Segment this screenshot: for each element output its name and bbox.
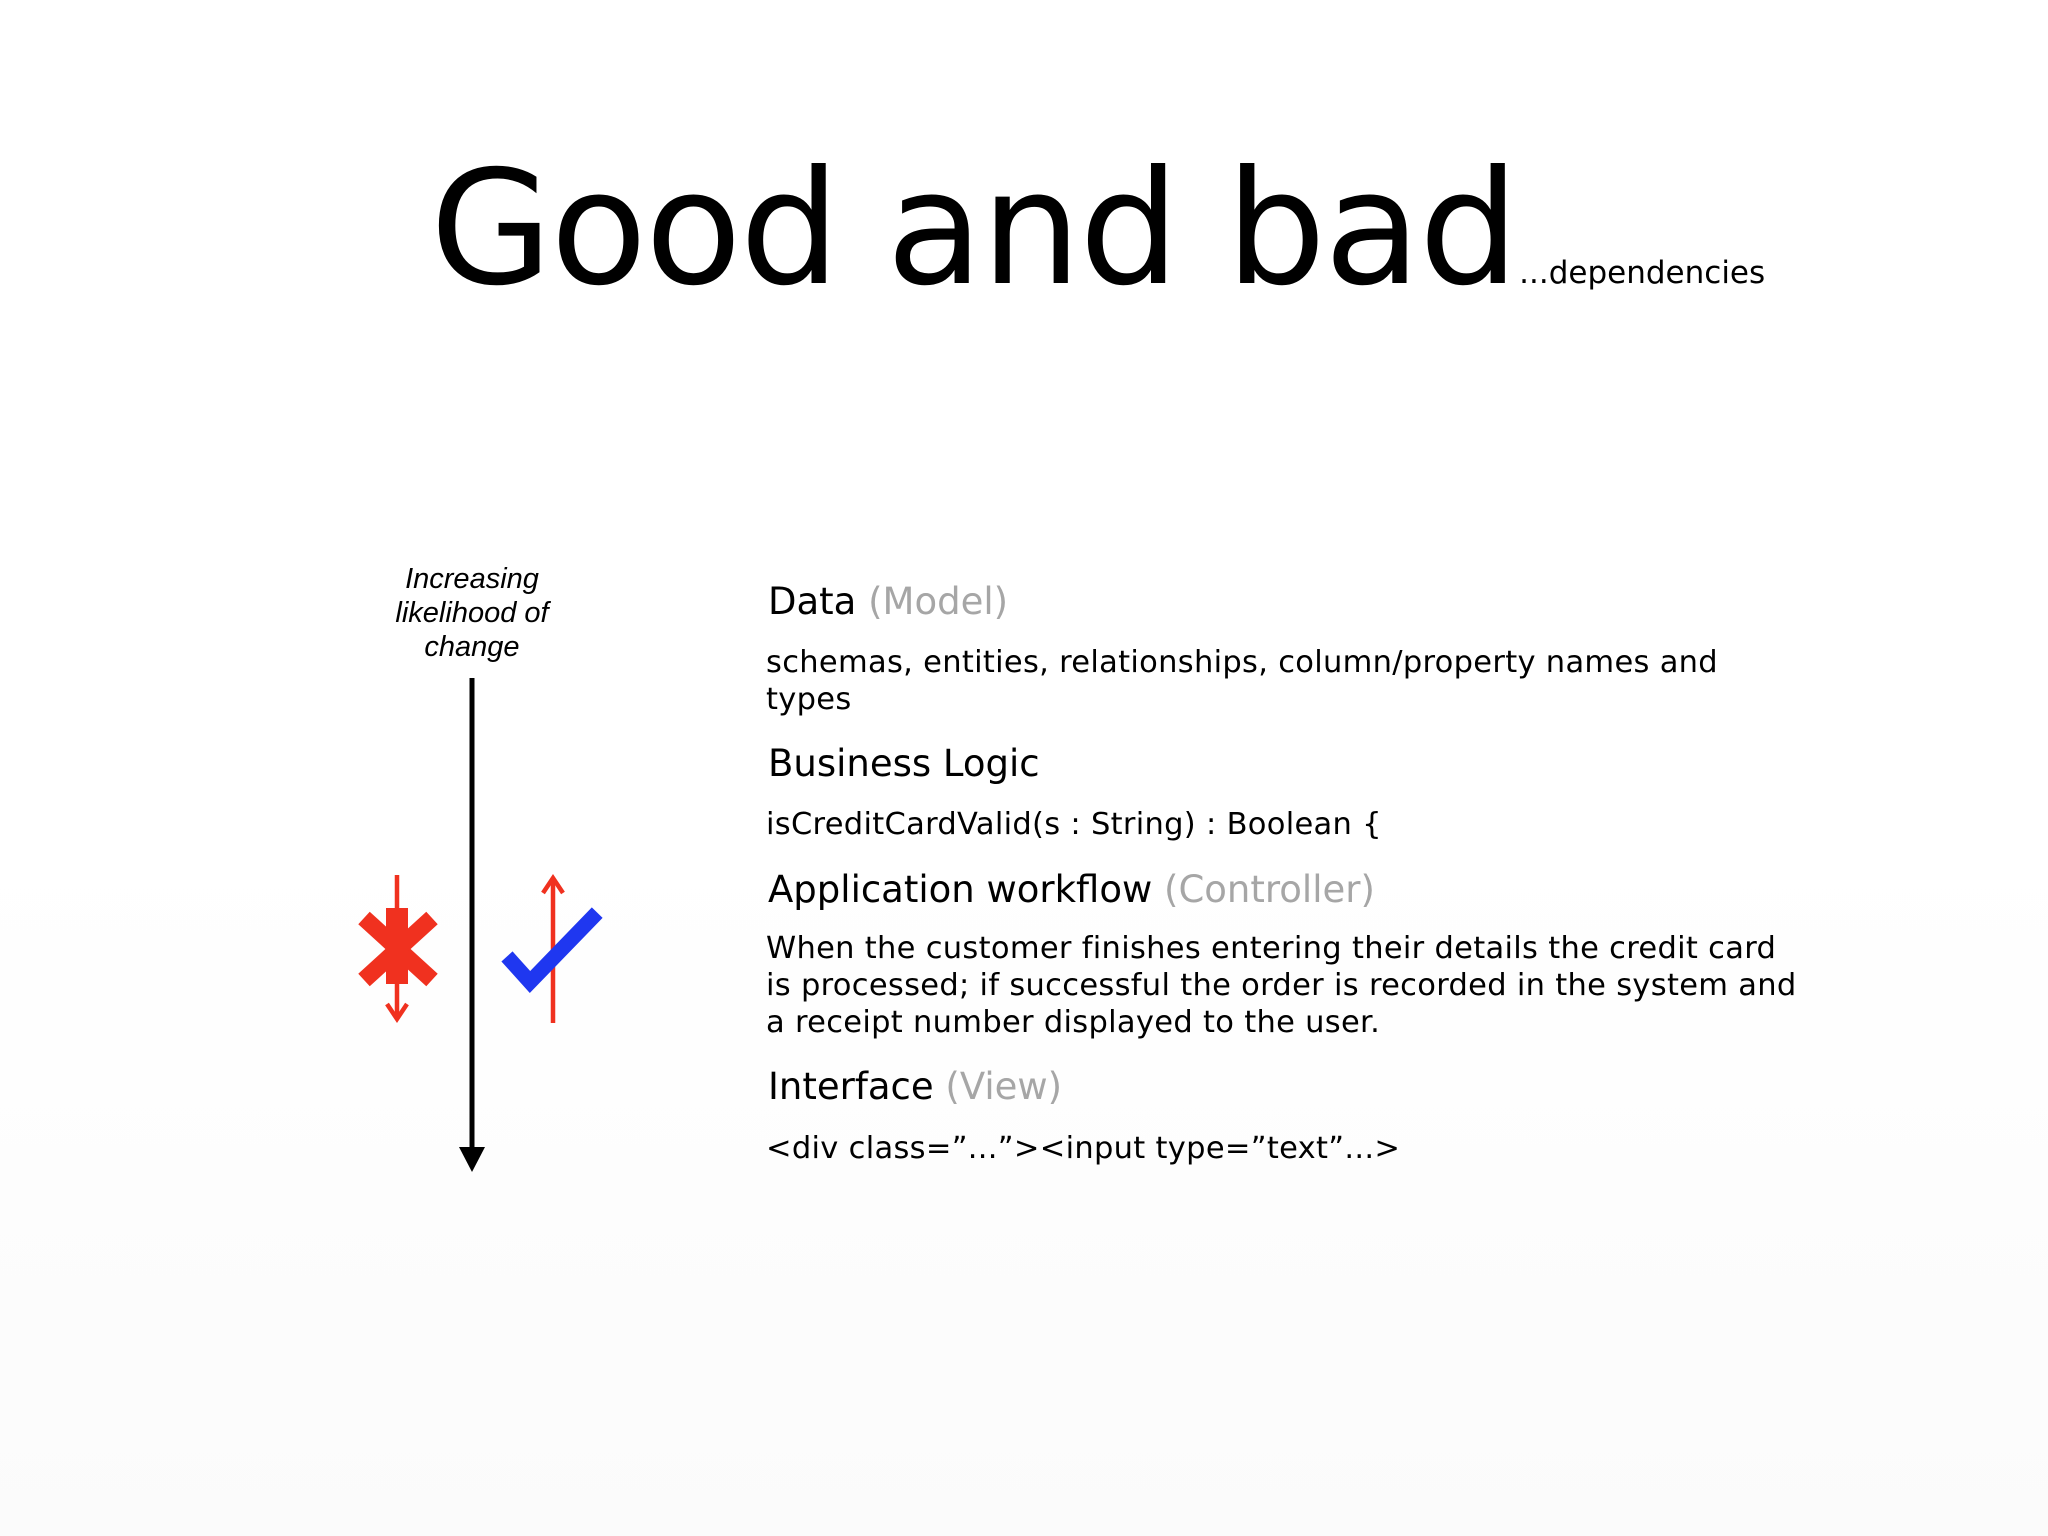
layer-title-data: Data — [768, 580, 857, 623]
axis-label-line-2: likelihood of — [395, 597, 549, 629]
layer-body-data: schemas, entities, relationships, column/property names and types — [766, 645, 1718, 717]
layer-heading-data — [768, 580, 1008, 623]
axis-label-line-1: Increasing — [405, 563, 539, 595]
axis-label-line-3: change — [424, 631, 520, 663]
slide-subtitle: ...dependencies — [1519, 255, 1766, 291]
layer-mvc-model: (Model) — [868, 580, 1009, 623]
layer-title-application-workflow: Application workflow — [768, 868, 1153, 911]
title-row — [430, 137, 1766, 321]
red-cross-icon — [364, 875, 432, 1019]
layer-heading-business-logic — [768, 742, 1040, 785]
layer-mvc-view: (View) — [945, 1065, 1063, 1108]
change-axis-arrow — [459, 678, 492, 1172]
layer-title-business-logic: Business Logic — [768, 742, 1040, 785]
layer-body-application-workflow: When the customer finishes entering their details the credit card is processed; if successful the order is recorded in the system and a receipt number displayed to the user. — [766, 931, 1797, 1040]
axis-label — [372, 562, 572, 664]
blue-check-icon — [512, 878, 592, 1023]
layer-mvc-controller: (Controller) — [1164, 868, 1375, 911]
layer-title-interface: Interface — [768, 1065, 934, 1108]
layer-heading-interface — [768, 1065, 1062, 1108]
layer-body-interface: <div class=”...”><input type=”text”...> — [766, 1131, 1401, 1166]
layer-body-business-logic: isCreditCardValid(s : String) : Boolean { — [766, 807, 1382, 842]
slide-title: Good and bad — [430, 137, 1518, 321]
layer-heading-application-workflow — [768, 868, 1375, 911]
